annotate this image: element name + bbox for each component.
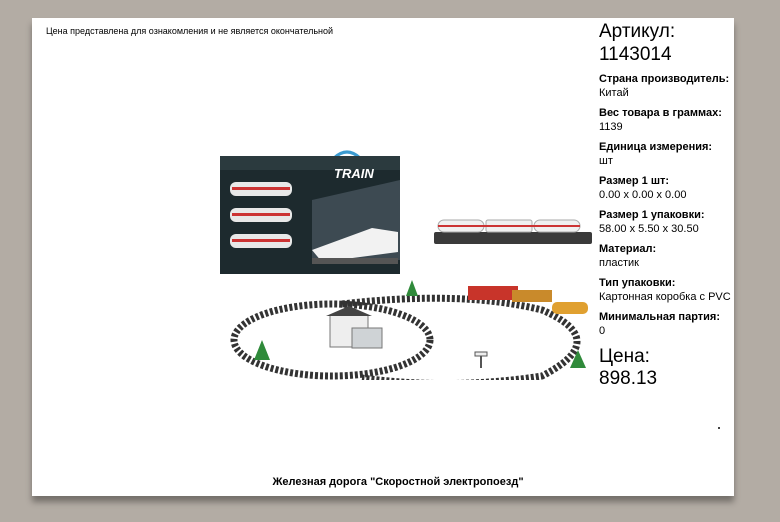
product-title: Железная дорога "Скоростной электропоезд" [272,476,524,488]
field-label: Тип упаковки: [599,277,676,289]
stray-dot [718,427,720,429]
field-item-size [599,174,739,202]
field-label: Страна производитель: [599,73,730,85]
field-material [599,242,739,270]
product-details [599,20,739,390]
field-min-order [599,310,739,338]
field-value: 58.00 x 5.50 x 30.50 [599,223,699,235]
field-value: 1139 [599,121,623,133]
product-card [32,18,734,496]
field-label: Размер 1 упаковки: [599,209,705,221]
article-value: 1143014 [599,44,672,65]
field-package-size [599,208,739,236]
field-label: Материал: [599,243,657,255]
field-label: Вес товара в граммах: [599,107,722,119]
field-label: Минимальная партия: [599,311,720,323]
field-value: Картонная коробка с PVC [599,291,731,303]
field-unit [599,140,739,168]
price-disclaimer: Цена представлена для ознакомления и не является окончательной [46,26,334,36]
box-brand-logo: TRAIN [334,166,374,181]
field-country [599,72,739,100]
field-weight [599,106,739,134]
field-label: Единица измерения: [599,141,713,153]
field-value: 0 [599,325,606,337]
article-label: Артикул: [599,21,676,42]
price-value: 898.13 [599,368,658,389]
field-value: пластик [599,257,639,269]
field-value: шт [599,155,613,167]
product-image [212,140,592,380]
field-package-type [599,276,739,304]
field-value: Китай [599,87,629,99]
field-label: Размер 1 шт: [599,175,670,187]
price-label: Цена: [599,346,650,367]
field-value: 0.00 x 0.00 x 0.00 [599,189,687,201]
